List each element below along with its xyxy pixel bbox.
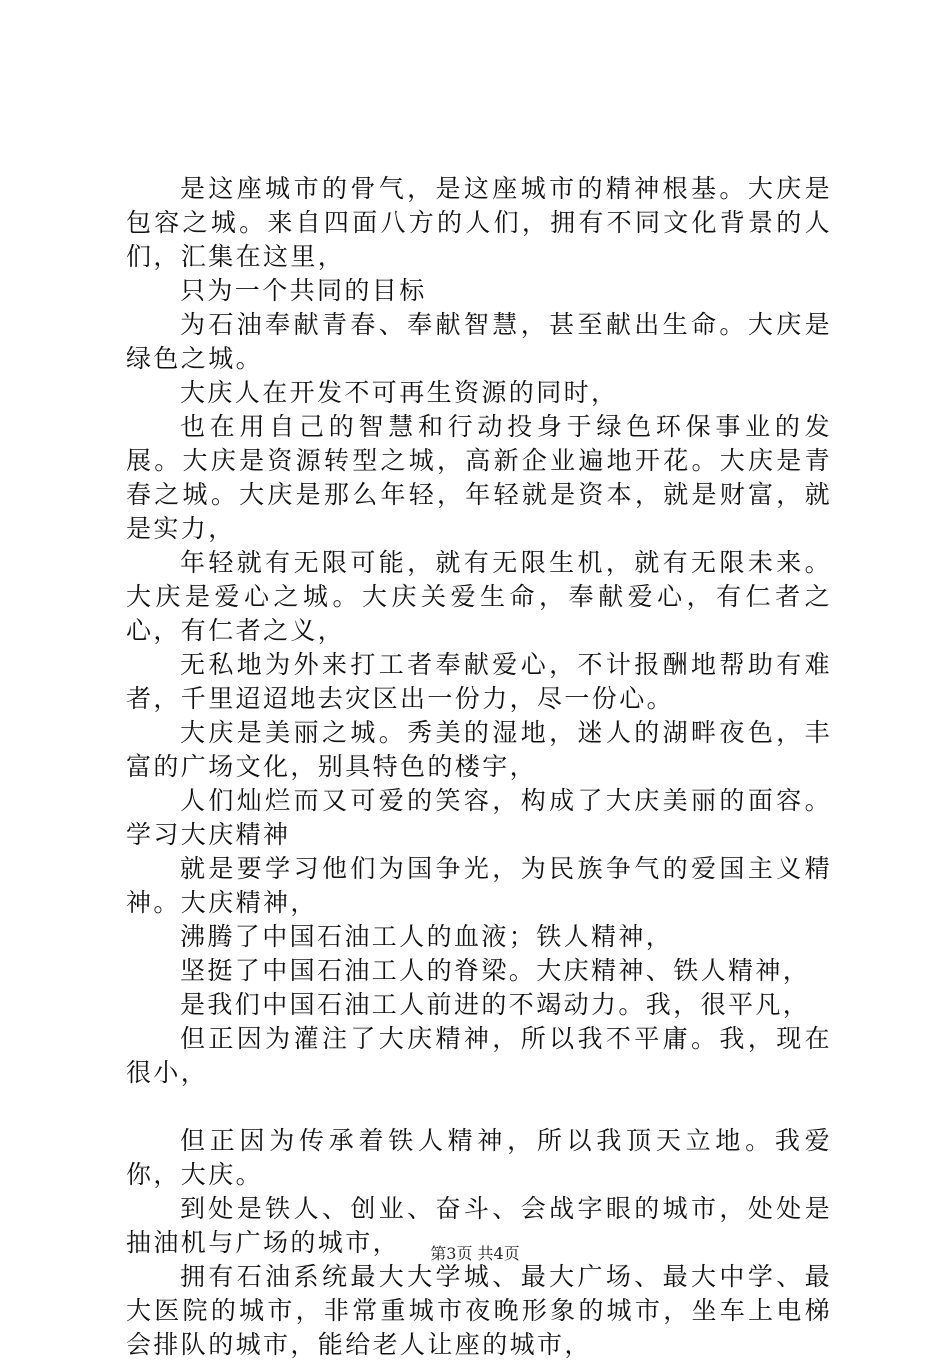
page-footer: 第3页 共4页 bbox=[430, 1244, 520, 1263]
paragraph-9: 人们灿烂而又可爱的笑容，构成了大庆美丽的面容。学习大庆精神 bbox=[126, 786, 832, 849]
paragraph-8: 大庆是美丽之城。秀美的湿地，迷人的湖畔夜色，丰富的广场文化，别具特色的楼宇， bbox=[126, 718, 832, 781]
paragraph-6: 年轻就有无限可能，就有无限生机，就有无限未来。大庆是爱心之城。大庆关爱生命，奉献爱心，有仁者之心，有仁者之义， bbox=[126, 548, 832, 645]
paragraph-15: 但正因为传承着铁人精神，所以我顶天立地。我爱你，大庆。 bbox=[126, 1126, 832, 1189]
paragraph-4: 大庆人在开发不可再生资源的同时， bbox=[180, 378, 619, 407]
paragraph-7: 无私地为外来打工者奉献爱心，不计报酬地帮助有难者，千里迢迢地去灾区出一份力，尽一份心。 bbox=[126, 650, 832, 713]
paragraph-5: 也在用自己的智慧和行动投身于绿色环保事业的发展。大庆是资源转型之城，高新企业遍地开花。大庆是青春之城。大庆是那么年轻，年轻就是资本，就是财富，就是实力， bbox=[126, 412, 832, 543]
paragraph-10: 就是要学习他们为国争光，为民族争气的爱国主义精神。大庆精神， bbox=[126, 854, 832, 917]
paragraph-2: 只为一个共同的目标 bbox=[180, 276, 427, 305]
paragraph-14: 但正因为灌注了大庆精神，所以我不平庸。我，现在很小， bbox=[126, 1024, 832, 1087]
paragraph-11: 沸腾了中国石油工人的血液；铁人精神， bbox=[180, 922, 674, 951]
paragraph-17: 拥有石油系统最大大学城、最大广场、最大中学、最大医院的城市，非常重城市夜晚形象的城市，坐车上电梯会排队的城市，能给老人让座的城市， bbox=[126, 1262, 832, 1359]
paragraph-12: 坚挺了中国石油工人的脊梁。大庆精神、铁人精神， bbox=[180, 956, 811, 985]
document-body bbox=[126, 172, 832, 1362]
paragraph-1: 是这座城市的骨气，是这座城市的精神根基。大庆是包容之城。来自四面八方的人们，拥有不同文化背景的人们，汇集在这里， bbox=[126, 174, 832, 271]
paragraph-3: 为石油奉献青春、奉献智慧，甚至献出生命。大庆是绿色之城。 bbox=[126, 310, 832, 373]
paragraph-13: 是我们中国石油工人前进的不竭动力。我，很平凡， bbox=[180, 990, 811, 1019]
paragraph-16: 到处是铁人、创业、奋斗、会战字眼的城市，处处是抽油机与广场的城市， bbox=[126, 1194, 832, 1257]
